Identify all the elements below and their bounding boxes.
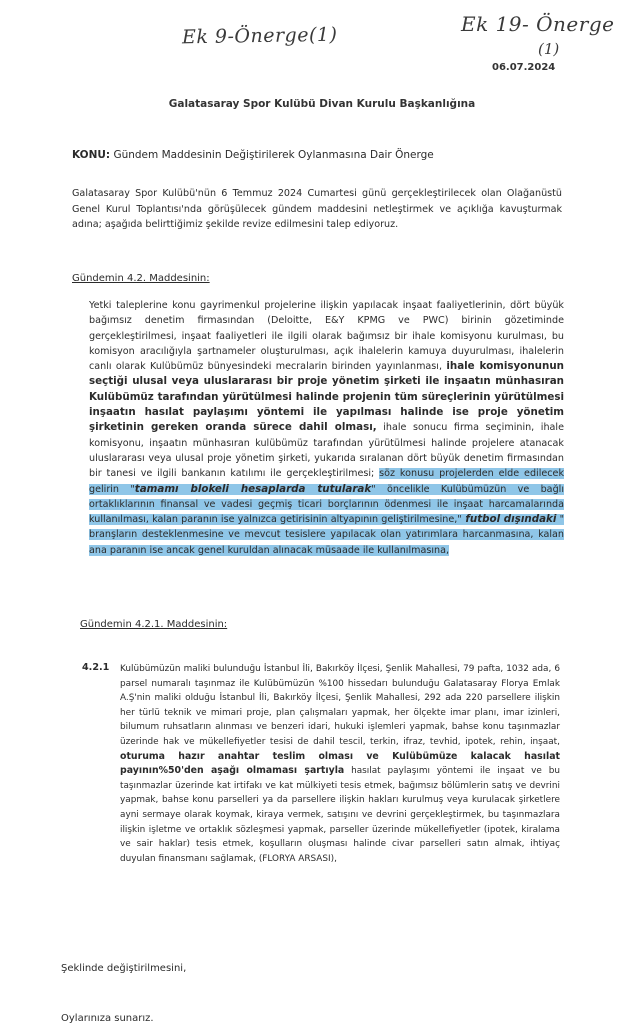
handwritten-annotation-right: Ek 19- Önerge [461, 12, 615, 36]
section-4-2-bold-a: ihale komisyonunun seçtiği ulusal veya uluslararası bir proje yönetim şirketi ile inşaatın münhasıran Kulübümüz tarafından yürütülmesi halinde projenin tüm süreçlerinin yürütülmesi inşaatın hasılat paylaşımı yöntemi ile yapılması halinde ise proje yönetim şirketinin gereken oranda sürece dahil olması, [89, 360, 564, 434]
closing-line-2: Oylarınıza sunarız. [61, 1013, 154, 1024]
closing-line-1: Şeklinde değiştirilmesini, [61, 963, 187, 974]
section-4-2-text-a: Yetki taleplerine konu gayrimenkul projelerine ilişkin yapılacak inşaat faaliyetlerinin, dört büyük bağımsız denetim firmasından (Deloitte, E&Y KPMG ve PWC) birinin gözetiminde gerçekleştirilmesi, inşaat faaliyetleri ile ilgili olarak bağımsız bir ihale komisyonu kurulması, bu komisyon aracılığıyla şartnameler oluşturulması, açık ihalelerin kamuya duyurulması, ihalelerin canlı olarak Kulübümüz bünyesindeki mecralarin birinden yayınlanması, [89, 300, 564, 373]
section-4-2-1-bold-a: oturuma hazır anahtar teslim olması ve Kulübümüze kalacak hasılat payının%50'den aşağı olmaması şartıyla [120, 750, 560, 777]
highlight-bold-2: futbol dışındaki [461, 513, 557, 526]
subject-line [72, 149, 434, 161]
subject-label: KONU: [72, 149, 111, 161]
highlight-text-3: " branşların desteklenmesine ve mevcut tesislere yapılacak olan yatırımlara harcanmasına, kalan ana paranın ise ancak genel kuruldan alınacak müsaade ile kullanılmasına, [89, 514, 564, 556]
highlighted-passage [89, 468, 564, 555]
section-4-2-1-text-b: hasılat paylaşımı yöntemi ile inşaat ve bu taşınmazlar üzerinde kat irtifakı ve kat mülkiyeti tesis etmek, bağımsız bölümlerin satış ve devrini yapmak, bahse konu parselleri ya da parsellere ilişkin hakları kurulmuş veya kurulacak şirketlere ayni sermaye olarak koymak, kiraya vermek, satışını ve devrini gerçekleştirmek, bu taşınmazlara ilişkin işletme ve ortaklık sözleşmesi yapmak, parseller üzerinde mükellefiyetler (ipotek, kiralama ve sair haklar) tesis etmek, koşulların oluşması halinde civar parselleri satın almak, ihtiyaç duyulan finansmanı sağlamak, (FLORYA ARSASI), [120, 766, 560, 864]
highlight-text-2: " öncelikle Kulübümüzün ve bağlı ortaklıklarının finansal ve vadesi geçmiş ticari borçlarının ödenmesi ile inşaat harcamalarında kullanılması, kalan paranın ise yalnızca getirisinin altyapının geliştirilmesine," [89, 483, 564, 526]
handwritten-annotation-right-sub: (1) [538, 40, 560, 58]
section-4-2-body [89, 298, 564, 558]
highlight-bold-1: tamamı blokeli hesaplarda tutularak [134, 482, 372, 495]
section-heading-4-2-1: Gündemin 4.2.1. Maddesinin: [80, 619, 228, 630]
intro-paragraph: Galatasaray Spor Kulübü'nün 6 Temmuz 2024 Cumartesi günü gerçekleştirilecek olan Olağanüstü Genel Kurul Toplantısı'nda görüşülecek gündem maddesini netleştirmek ve açıklığa kavuşturmak adına; aşağıda belirttiğimiz şekilde revize edilmesini talep ediyoruz. [72, 188, 562, 230]
section-4-2-1-text-a: Kulübümüzün maliki bulunduğu İstanbul İli, Bakırköy İlçesi, Şenlik Mahallesi, 79 pafta, 1032 ada, 6 parsel numaralı taşınmaz ile Kulübümüzün %100 hissedarı bulunduğu Galatasaray Florya Emlak A.Ş'nin maliki olduğu İstanbul İli, Bakırköy İlçesi, Şenlik Mahallesi, 292 ada 220 parsellere ilişkin her türlü teknik ve mimari proje, plan çalışmaları yapmak, her ölçekte imar planı, imar izinleri, bilumum ruhsatların alınması ve benzeri idari, hukuki işlemleri yapmak, bahse konu taşınmazlar üzerinde hak ve mükellefiyetler tesisi de dahil tescil, terkin, ifraz, tevhid, ipotek, rehin, inşaat, [120, 664, 560, 747]
section-4-2-text-b: ihale sonucu firma seçiminin, ihale komisyonu, inşaatın münhasıran kulübümüz tarafından yürütülmesi halinde projelere atanacak uluslararası veya ulusal proje yönetim şirketi, yukarıda sıralanan dört büyük denetim firmasından bir tanesi ve ilgili bankanın katılımı ile gerçekleştirilmesi; [89, 422, 564, 480]
document-title: Galatasaray Spor Kulübü Divan Kurulu Başkanlığına [168, 98, 476, 110]
section-4-2-1-body [120, 662, 560, 866]
section-number: 4.2.1 [82, 662, 110, 673]
handwritten-annotation-left: Ek 9-Önerge(1) [181, 23, 338, 49]
document-date: 06.07.2024 [492, 62, 556, 73]
subject-text: Gündem Maddesinin Değiştirilerek Oylanmasına Dair Önerge [110, 149, 434, 161]
section-heading-4-2: Gündemin 4.2. Maddesinin: [72, 273, 210, 284]
highlight-text-1: söz konusu projelerden elde edilecek gelirin " [89, 468, 564, 495]
